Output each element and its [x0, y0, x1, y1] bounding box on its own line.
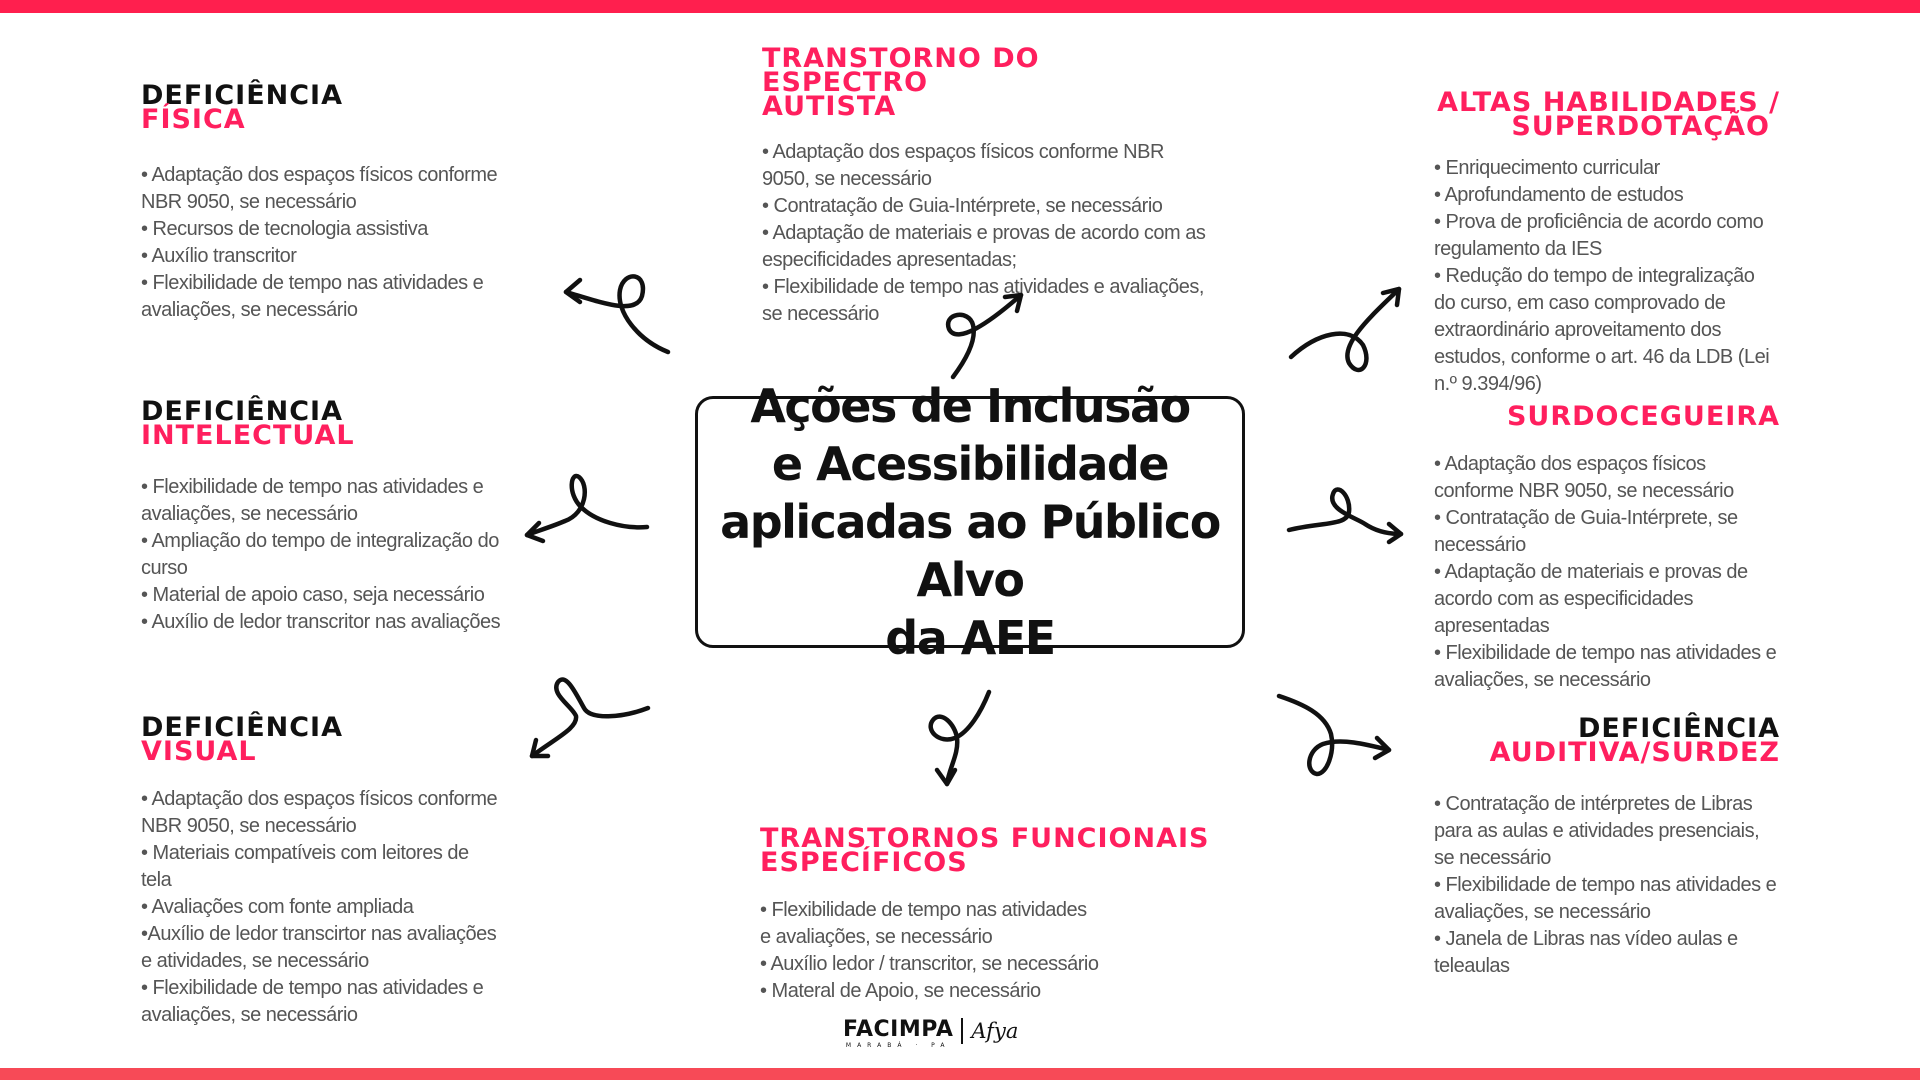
- title-line: TRANSTORNO DO ESPECTRO: [762, 43, 1040, 98]
- list-item: • Materiais compatíveis com leitores de tela: [141, 842, 469, 891]
- logo-divider: [961, 1018, 963, 1044]
- list-item: • Adaptação de materiais e provas de acordo com as especificidades apresentadas: [1434, 561, 1748, 637]
- center-title-line: da AEE: [885, 611, 1055, 665]
- section-title: [762, 43, 1212, 122]
- top-accent-bar: [0, 0, 1920, 13]
- title-line: DEFICIÊNCIA: [141, 80, 344, 111]
- title-line: DEFICIÊNCIA: [1577, 713, 1780, 744]
- center-title: [698, 377, 1242, 667]
- list-item: • Adaptação dos espaços físicos conforme NBR 9050, se necessário: [762, 141, 1164, 190]
- section-title: [141, 80, 506, 135]
- list-item: • Auxílio de ledor transcritor nas avaliações: [141, 611, 501, 633]
- bottom-accent-bar: [0, 1068, 1920, 1080]
- section-title: [1418, 401, 1780, 432]
- section-deficiencia-intelectual: [141, 396, 501, 636]
- list-item: • Flexibilidade de tempo nas atividades e avaliações, se necessário: [1434, 642, 1777, 691]
- section-title: [1418, 87, 1780, 142]
- section-deficiencia-fisica: [141, 80, 506, 324]
- list-item: • Ampliação do tempo de integralização do curso: [141, 530, 499, 579]
- title-line: SURDOCEGUEIRA: [1506, 401, 1780, 432]
- list-item: • Flexibilidade de tempo nas atividades e avaliações, se necessário: [141, 476, 484, 525]
- title-line: DEFICIÊNCIA: [141, 712, 344, 743]
- list-item: • Adaptação dos espaços físicos conforme NBR 9050, se necessário: [1434, 453, 1734, 502]
- list-item: • Materal de Apoio, se necessário: [760, 980, 1041, 1002]
- list-item: • Contratação de intérpretes de Libras para as aulas e atividades presenciais, se necessário: [1434, 793, 1760, 869]
- section-transtornos-funcionais: [760, 823, 1210, 1005]
- center-title-line: e Acessibilidade: [771, 437, 1169, 491]
- afya-logo: Afya: [971, 1019, 1019, 1043]
- list-item: • Adaptação dos espaços físicos conforme NBR 9050, se necessário: [141, 788, 498, 837]
- title-line: DEFICIÊNCIA: [141, 396, 344, 427]
- curly-arrow-icon-altas: [1285, 283, 1410, 383]
- list-item: • Contratação de Guia-Intérprete, se necessário: [762, 195, 1163, 217]
- list-item: •Auxílio de ledor transcirtor nas avaliações e atividades, se necessário: [141, 923, 497, 972]
- section-title: [141, 712, 501, 767]
- center-title-box: [695, 379, 1245, 665]
- title-line: TRANSTORNOS FUNCIONAIS: [760, 823, 1210, 854]
- title-line: INTELECTUAL: [141, 420, 355, 451]
- logo-subtitle: MARABÁ · PA: [845, 1042, 951, 1049]
- list-item: • Flexibilidade de tempo nas atividades e avaliações, se necessário: [141, 977, 484, 1026]
- list-item: • Avaliações com fonte ampliada: [141, 896, 414, 918]
- list-item: • Adaptação de materiais e provas de acordo com as especificidades apresentadas;: [762, 222, 1206, 271]
- facimpa-logo: [843, 1018, 953, 1050]
- curly-arrow-icon-tea: [935, 285, 1025, 385]
- section-altas-habilidades: [1418, 87, 1780, 398]
- list-item: • Prova de proficiência de acordo como regulamento da IES: [1434, 211, 1764, 260]
- curly-arrow-icon-funcionais: [915, 688, 995, 788]
- list-item: • Enriquecimento curricular: [1434, 157, 1660, 179]
- list-item: • Material de apoio caso, seja necessário: [141, 584, 485, 606]
- list-item: • Janela de Libras nas vídeo aulas e teleaulas: [1434, 928, 1738, 977]
- list-item: • Auxílio ledor / transcritor, se necessário: [760, 953, 1099, 975]
- list-item: • Redução do tempo de integralização do curso, em caso comprovado de extraordinário aproveitamento dos estudos, conforme o art. 46 da LDB (Lei n.º 9.394/96): [1434, 265, 1770, 395]
- curly-arrow-icon-fisica: [550, 260, 680, 360]
- title-line: ESPECÍFICOS: [760, 847, 968, 878]
- center-title-line: Ações de Inclusão: [750, 379, 1190, 433]
- list-item: • Flexibilidade de tempo nas atividades e avaliações, se necessário: [762, 276, 1204, 325]
- curly-arrow-icon-visual: [520, 672, 650, 762]
- center-title-line: aplicadas ao Público Alvo: [720, 495, 1220, 607]
- list-item: • Adaptação dos espaços físicos conforme NBR 9050, se necessário: [141, 164, 498, 213]
- title-line: SUPERDOTAÇÃO: [1511, 111, 1770, 142]
- section-deficiencia-visual: [141, 712, 501, 1029]
- list-item: • Flexibilidade de tempo nas atividades e avaliações, se necessário: [760, 899, 1087, 948]
- list-item: • Flexibilidade de tempo nas atividades e avaliações, se necessário: [141, 272, 484, 321]
- list-item: • Auxílio transcritor: [141, 245, 297, 267]
- facimpa-afya-logo: [843, 1018, 1018, 1050]
- list-item: • Aprofundamento de estudos: [1434, 184, 1684, 206]
- curly-arrow-icon-auditiva: [1275, 692, 1400, 787]
- logo-name: FACIMPA: [843, 1017, 954, 1042]
- title-line: ALTAS HABILIDADES /: [1437, 87, 1780, 118]
- list-item: • Recursos de tecnologia assistiva: [141, 218, 428, 240]
- section-title: [1418, 713, 1780, 768]
- title-line: VISUAL: [141, 736, 257, 767]
- title-line: AUDITIVA/SURDEZ: [1489, 737, 1780, 768]
- curly-arrow-icon-surdocegueira: [1285, 478, 1410, 548]
- section-title: [141, 396, 501, 451]
- curly-arrow-icon-intelectual: [515, 465, 655, 545]
- title-line: FÍSICA: [141, 104, 246, 135]
- section-surdocegueira: [1418, 401, 1780, 694]
- list-item: • Contratação de Guia-Intérprete, se necessário: [1434, 507, 1738, 556]
- title-line: AUTISTA: [762, 91, 897, 122]
- section-deficiencia-auditiva: [1418, 713, 1780, 980]
- list-item: • Flexibilidade de tempo nas atividades e avaliações, se necessário: [1434, 874, 1777, 923]
- section-title: [760, 823, 1210, 878]
